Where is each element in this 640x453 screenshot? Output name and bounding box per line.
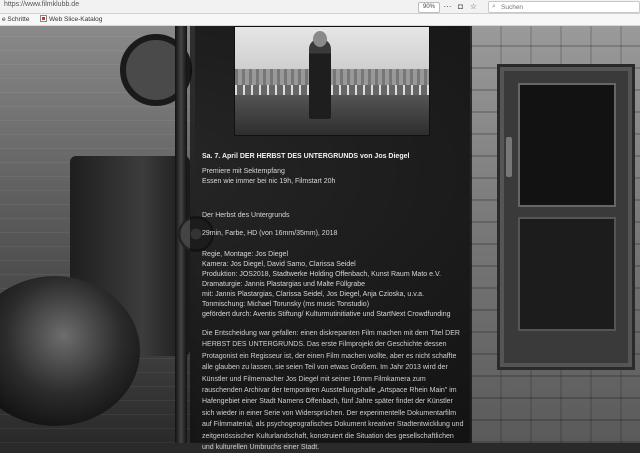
credit-line: Tonmischung: Michael Torunsky (ms music Tonstudio) bbox=[202, 301, 370, 308]
credit-line: Kamera: Jos Diegel, David Samo, Clarissa Seidel bbox=[202, 261, 356, 268]
zoom-level-badge[interactable]: 90% bbox=[418, 2, 440, 13]
more-icon[interactable]: ⋯ bbox=[443, 2, 452, 11]
credit-line: gefördert durch: Aventis Stiftung/ Kulturmutinitiative und StartNext Crowdfunding bbox=[202, 311, 451, 318]
search-input[interactable] bbox=[501, 2, 631, 12]
film-meta: 29min, Farbe, HD (von 16mm/35mm), 2018 bbox=[202, 230, 338, 237]
web-slice-icon bbox=[40, 15, 47, 22]
url-field[interactable]: https://www.filmklubb.de bbox=[4, 1, 80, 8]
browser-toolbar bbox=[0, 0, 640, 14]
bookmarks-bar bbox=[0, 14, 640, 26]
bookmark-item[interactable] bbox=[2, 15, 29, 24]
film-title: Der Herbst des Untergrunds bbox=[202, 212, 290, 219]
event-info-line: Essen wie immer bei nic 19h, Filmstart 20h bbox=[202, 178, 336, 185]
projection-hatch-image bbox=[497, 64, 635, 370]
credit-line: mit: Jannis Plastargias, Clarissa Seidel, Jos Diegel, Anja Czioska, u.v.a. bbox=[202, 291, 425, 298]
film-description: Die Entscheidung war gefallen: einen diskrepanten Film machen mit dem Titel DER HERBST DES UNTERGRUNDS. Das erste Filmprojekt der Geschichte dessen Protagonist ein Regisseur ist, der einen Film machen wollte, aber es nicht schaffte alle glauben zu lassen, sie seien Teil von etwas Großem. Im Jahr 2013 wird der Künstler und Filmemacher Jos Diegel mit seiner 16mm Filmkamera zum rauschenden Archivar der temporären Ausstellungshalle „Artspace Rhein Main" im Hafengebiet einer Stadt Namens Offenbach, fünf Jahre später findet der Künstler sich wieder in einer Serie von Widersprüchen. Der experimentelle Dokumentarfilm auf Filmmaterial, als psychogeografisches Dokument kreativer Stadtentwicklung und zeitgenössischer Kulturlandschaft, konstruiert die Situation des gesellschaftlichen und kulturellen Umbruchs einer Stadt. bbox=[202, 330, 464, 452]
credit-line: Dramaturgie: Jannis Plastargias und Malte Füllgrabe bbox=[202, 281, 366, 288]
star-icon[interactable]: ☆ bbox=[469, 2, 478, 11]
credit-line: Produktion: JOS2018, Stadtwerke Holding Offenbach, Kunst Raum Mato e.V. bbox=[202, 271, 441, 278]
film-still-image bbox=[234, 26, 430, 136]
pocket-icon[interactable]: ◘ bbox=[458, 2, 463, 11]
event-info-line: Premiere mit Sektempfang bbox=[202, 168, 285, 175]
credit-line: Regie, Montage: Jos Diegel bbox=[202, 251, 288, 258]
search-box[interactable] bbox=[488, 1, 640, 13]
bookmark-label: Web Slice-Katalog bbox=[49, 16, 103, 23]
event-content bbox=[190, 26, 472, 452]
search-icon: ⌕ bbox=[492, 3, 496, 10]
event-title: Sa. 7. April DER HERBST DES UNTERGRUNDS von Jos Diegel bbox=[202, 153, 410, 160]
page-background bbox=[0, 26, 640, 452]
bookmark-label: e Schritte bbox=[2, 16, 30, 23]
bookmark-item-web-slice[interactable] bbox=[40, 15, 102, 24]
